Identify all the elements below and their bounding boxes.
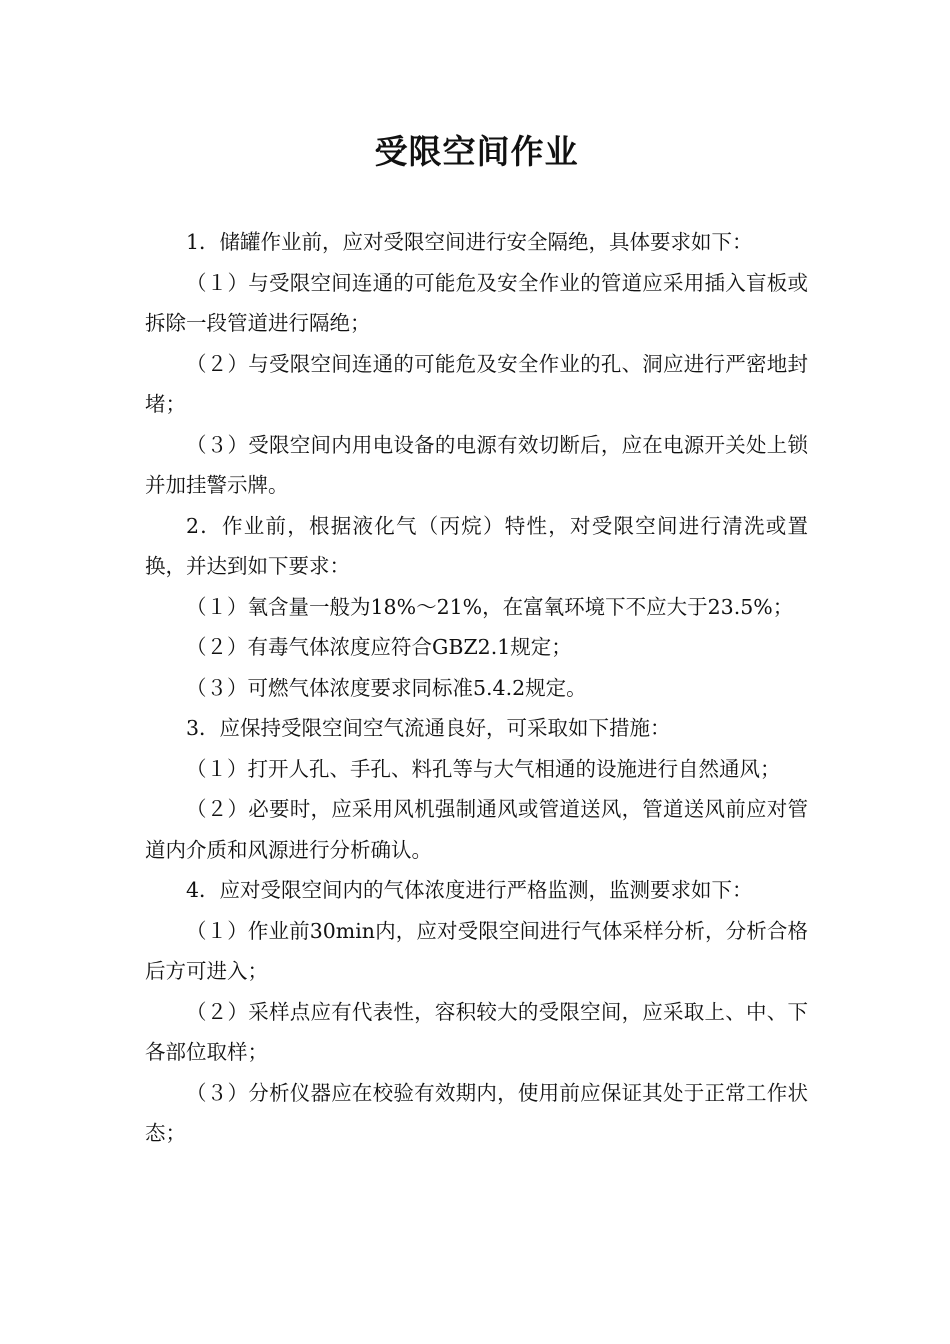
paragraph-3-1: （１）打开人孔、手孔、料孔等与大气相通的设施进行自然通风；: [186, 756, 781, 781]
paragraph-4: 4．应对受限空间内的气体浓度进行严格监测，监测要求如下：: [186, 878, 753, 902]
document-title: 受限空间作业: [374, 132, 579, 171]
document-body: [145, 222, 808, 1154]
paragraph-1-1: （１）与受限空间连通的可能危及安全作业的管道应采用插入盲板或拆除一段管道进行隔绝；: [145, 270, 808, 335]
paragraph-2-3: （３）可燃气体浓度要求同标准5.4.2规定。: [186, 675, 587, 700]
paragraph-1-2: （２）与受限空间连通的可能危及安全作业的孔、洞应进行严密地封堵；: [145, 351, 808, 416]
paragraph-4-2: （２）采样点应有代表性，容积较大的受限空间，应采取上、中、下各部位取样；: [145, 999, 808, 1064]
paragraph-1-3: （３）受限空间内用电设备的电源有效切断后，应在电源开关处上锁并加挂警示牌。: [145, 432, 808, 497]
paragraph-4-3: （３）分析仪器应在校验有效期内，使用前应保证其处于正常工作状态；: [145, 1080, 808, 1145]
paragraph-3: 3．应保持受限空间空气流通良好，可采取如下措施：: [186, 716, 671, 740]
paragraph-3-2: （２）必要时，应采用风机强制通风或管道送风，管道送风前应对管道内介质和风源进行分析确认。: [145, 797, 808, 862]
paragraph-2-2: （２）有毒气体浓度应符合GBZ2.1规定；: [186, 635, 572, 659]
paragraph-2: 2．作业前，根据液化气（丙烷）特性，对受限空间进行清洗或置换，并达到如下要求：: [145, 513, 808, 578]
paragraph-2-1: （１）氧含量一般为18%～21%，在富氧环境下不应大于23.5%；: [186, 594, 794, 619]
paragraph-1: 1．储罐作业前，应对受限空间进行安全隔绝，具体要求如下：: [186, 230, 753, 254]
paragraph-4-1: （１）作业前30min内，应对受限空间进行气体采样分析，分析合格后方可进入；: [145, 918, 808, 983]
